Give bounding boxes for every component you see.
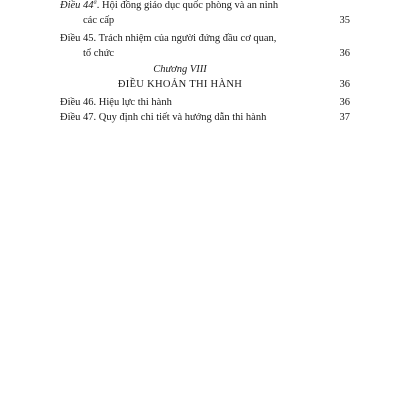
article-title-continued: tổ chức [83,48,115,59]
toc-entry-article-47 [60,110,350,125]
article-number: Điều 44 [60,0,94,11]
page-number: 35 [339,15,350,26]
chapter-heading [60,62,350,77]
toc-entry-title [60,0,278,13]
page-number: 37 [339,112,350,123]
article-title-continued: các cấp [83,15,115,26]
page-number: 36 [339,97,350,108]
article-title: Điều 45. Trách nhiệm của người đứng đầu cơ quan, [60,33,277,44]
article-title: Điều 46. Hiệu lực thi hành [60,97,172,108]
article-superscript: a [93,0,97,6]
article-title: Điều 47. Quy định chi tiết và hướng dẫn thi hành [60,112,267,123]
page-number: 36 [339,79,350,90]
chapter-title: ĐIỀU KHOẢN THI HÀNH [117,79,243,90]
toc-entry-article-44a [60,0,350,13]
toc-entry-article-45-continued [60,46,350,61]
toc-entry-article-45 [60,31,350,46]
chapter-title-row [60,77,350,92]
toc-entry-article-44a-continued [60,13,350,28]
toc-entry-article-46 [60,95,350,110]
page-number: 36 [339,48,350,59]
table-of-contents [60,0,350,125]
article-title: . Hội đồng giáo dục quốc phòng và an ninh [96,0,279,11]
chapter-label: Chương VIII [153,64,207,75]
